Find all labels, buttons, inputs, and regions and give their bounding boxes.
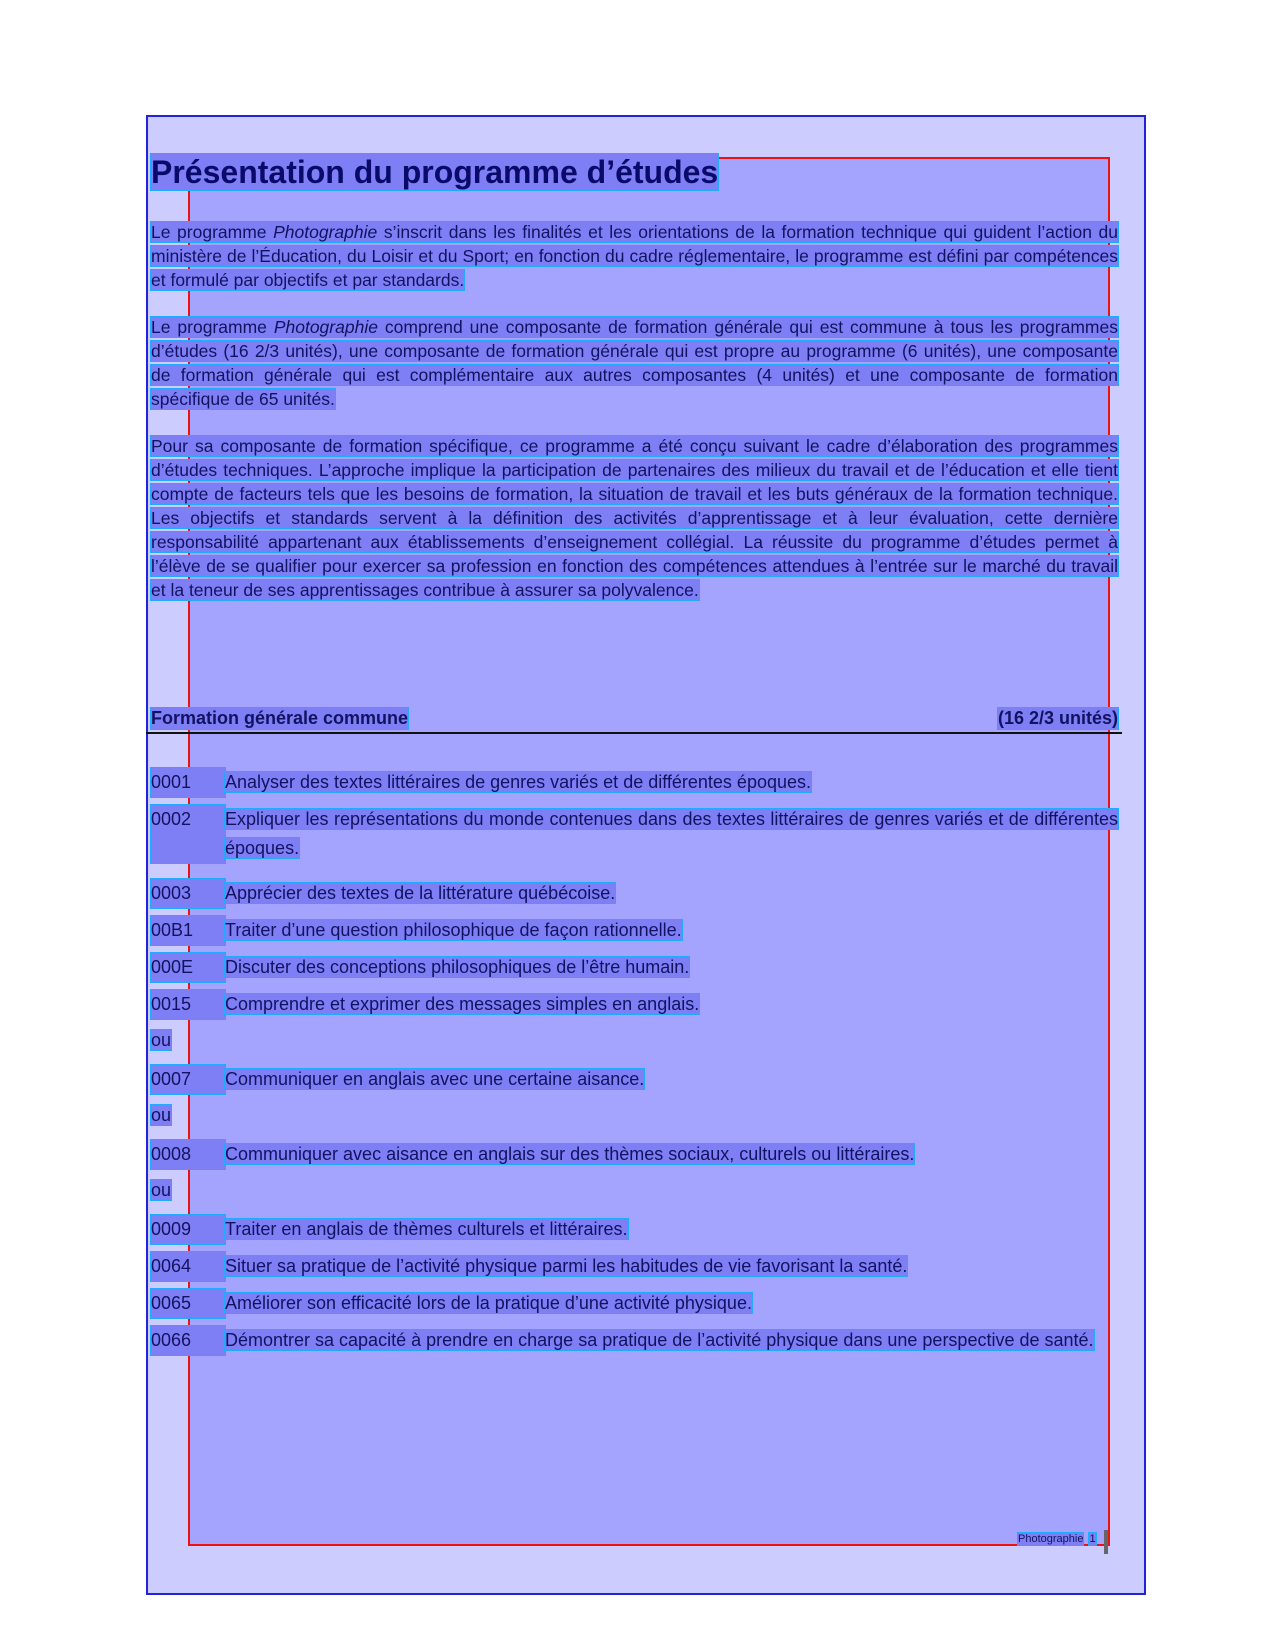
course-description-text: Situer sa pratique de l’activité physique parmi les habitudes de vie favorisant la santé. [225,1256,908,1276]
course-code: 00B1 [151,916,225,945]
paragraph-1-start: Le programme [151,222,274,242]
page-number: 1 [1089,1533,1096,1545]
course-item [151,1065,1118,1094]
course-description [225,1140,1118,1169]
course-item [151,1215,1118,1244]
course-description-text: Analyser des textes littéraires de genres variés et de différentes époques. [225,772,812,792]
section-divider [146,732,1122,734]
paragraph-1-text [151,222,1118,290]
paragraph-2-start: Le programme [151,317,274,337]
course-code: 0001 [151,768,225,797]
page-title-text: Présentation du programme d’études [151,154,719,190]
section-heading-units: (16 2/3 unités) [997,708,1118,728]
course-description [225,953,1118,982]
alternative-separator [151,1030,171,1051]
program-name: Photographie [273,222,378,242]
alternative-separator [151,1105,171,1126]
course-item [151,879,1118,908]
paragraph-1 [151,220,1118,292]
course-description [225,768,1118,797]
or-label: ou [151,1105,172,1125]
course-item [151,953,1118,982]
course-code: 0064 [151,1252,225,1281]
course-item [151,1140,1118,1169]
course-item [151,1326,1118,1355]
paragraph-2-rest: comprend une composante de formation générale qui est commune à tous les programmes d’études (16 2/3 unités), une composante de formation générale qui est propre au programme (6 unités), une composante de formation générale qui est complémentaire aux autres composantes (4 unités) et une composante de formation spécifique de 65 unités. [151,317,1118,409]
section-heading [151,708,1118,729]
paragraph-3-text: Pour sa composante de formation spécifique, ce programme a été conçu suivant le cadre d’élaboration des programmes d’études techniques. L’approche implique la participation de partenaires des milieux du travail et de l’éducation et elle tient compte de facteurs tels que les besoins de formation, la situation de travail et les buts généraux de la formation technique. Les objectifs et standards servent à la définition des activités d’apprentissage et à leur évaluation, cette dernière responsabilité appartenant aux établissements d’enseignement collégial. La réussite du programme d’études permet à l’élève de se qualifier pour exercer sa profession en fonction des compétences attendues à l’entrée sur le marché du travail et la teneur de ses apprentissages contribue à assurer sa polyvalence. [151,436,1118,600]
page-footer [1018,1533,1096,1545]
course-code: 0015 [151,990,225,1019]
course-description [225,1289,1118,1318]
course-description [225,1326,1118,1355]
course-description-text: Communiquer en anglais avec une certaine aisance. [225,1069,645,1089]
course-description [225,990,1118,1019]
course-description-text: Expliquer les représentations du monde contenues dans des textes littéraires de genres variés et de différentes époques. [225,809,1118,858]
course-description [225,805,1118,863]
course-description [225,1215,1118,1244]
course-code: 0066 [151,1326,225,1355]
course-description-text: Communiquer avec aisance en anglais sur des thèmes sociaux, culturels ou littéraires. [225,1144,915,1164]
section-heading-title: Formation générale commune [151,708,409,728]
course-item [151,1252,1118,1281]
program-name: Photographie [273,317,378,337]
course-code: 0002 [151,805,225,863]
paragraph-2 [151,315,1118,411]
course-code: 0065 [151,1289,225,1318]
course-description [225,879,1118,908]
course-code: 0007 [151,1065,225,1094]
paragraph-1-rest: s’inscrit dans les finalités et les orientations de la formation technique qui guident l’action du ministère de l’Éducation, du Loisir et du Sport; en fonction du cadre réglementaire, le programme est défini par compétences et formulé par objectifs et par standards. [151,222,1118,290]
course-description-text: Démontrer sa capacité à prendre en charge sa pratique de l’activité physique dans une perspective de santé. [225,1330,1094,1350]
course-code: 000E [151,953,225,982]
paragraph-2-text [151,317,1118,409]
course-description [225,1252,1118,1281]
course-item [151,990,1118,1019]
course-description [225,1065,1118,1094]
course-description-text: Traiter d’une question philosophique de façon rationnelle. [225,920,682,940]
or-label: ou [151,1180,172,1200]
course-item [151,805,1118,863]
or-label: ou [151,1030,172,1050]
course-code: 0003 [151,879,225,908]
course-description-text: Améliorer son efficacité lors de la pratique d’une activité physique. [225,1293,752,1313]
course-description-text: Traiter en anglais de thèmes culturels et littéraires. [225,1219,628,1239]
course-item [151,1289,1118,1318]
course-item [151,768,1118,797]
footer-marker [1104,1530,1108,1554]
page-title [151,154,718,191]
paragraph-3 [151,434,1118,602]
course-code: 0009 [151,1215,225,1244]
alternative-separator [151,1180,171,1201]
course-description-text: Comprendre et exprimer des messages simples en anglais. [225,994,700,1014]
footer-program-name: Photographie [1018,1533,1084,1545]
course-description [225,916,1118,945]
course-code: 0008 [151,1140,225,1169]
course-item [151,916,1118,945]
course-description-text: Apprécier des textes de la littérature québécoise. [225,883,616,903]
course-description-text: Discuter des conceptions philosophiques de l’être humain. [225,957,690,977]
